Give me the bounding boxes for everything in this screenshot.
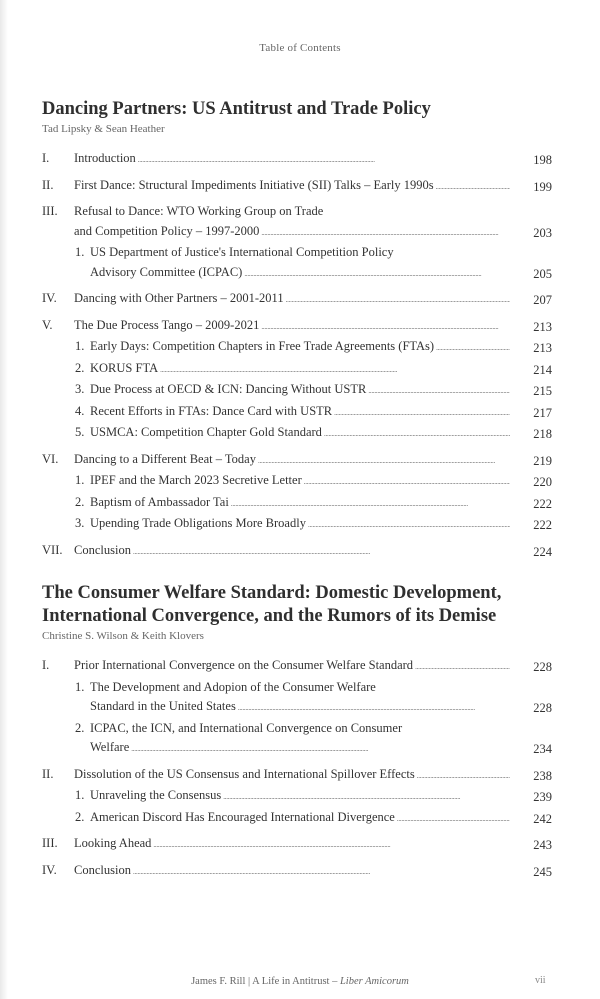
entry-text: US Department of Justice's International Competition Policy: [90, 245, 394, 259]
entry-text: Looking Ahead: [74, 836, 152, 850]
entry-text: Refusal to Dance: WTO Working Group on Trade: [74, 204, 324, 218]
entry-text: Conclusion: [74, 862, 131, 877]
entry-text: Early Days: Competition Chapters in Free Trade Agreements (FTAs): [90, 339, 435, 353]
toc-subentry[interactable]: [42, 337, 552, 359]
entry-number: IV.: [42, 862, 57, 877]
leader-dots: [334, 402, 510, 424]
entry-page-number: 214: [533, 362, 552, 377]
leader-dots: [308, 514, 510, 536]
leader-dots: [238, 697, 510, 719]
toc-entry[interactable]: [42, 656, 552, 678]
entry-number: III.: [42, 204, 58, 218]
chapter-authors: Christine S. Wilson & Keith Klovers: [42, 630, 204, 642]
leader-dots: [436, 176, 510, 198]
leader-dots: [304, 471, 510, 493]
leader-dots: [261, 316, 510, 338]
leader-dots: [415, 656, 510, 678]
entry-text: Baptism of Ambassador Tai: [90, 494, 229, 509]
entry-text: Dancing to a Different Beat – Today: [74, 451, 256, 466]
entry-text: Dissolution of the US Consensus and International Spillover Effects: [74, 766, 415, 781]
subentry-number: 1.: [75, 245, 85, 259]
chapter-title: Dancing Partners: US Antitrust and Trade Policy: [42, 99, 431, 119]
entry-page-number: 234: [533, 742, 552, 756]
leader-dots: [244, 263, 510, 285]
toc-subentry[interactable]: [42, 243, 552, 284]
subentry-number: 2.: [75, 494, 85, 509]
footer-italic: Liber Amicorum: [339, 976, 409, 987]
subentry-number: 1.: [75, 339, 85, 353]
leader-dots: [160, 359, 510, 381]
leader-dots: [397, 808, 510, 830]
entry-page-number: 245: [533, 864, 552, 879]
toc-subentry[interactable]: [42, 786, 552, 808]
entry-text: and Competition Policy – 1997-2000: [74, 223, 260, 238]
toc-subentry[interactable]: [42, 359, 552, 381]
entry-page-number: 198: [533, 153, 552, 167]
toc-subentry[interactable]: [42, 808, 552, 830]
leader-dots: [324, 423, 510, 445]
entry-number: I.: [42, 658, 50, 672]
entry-text: Introduction: [74, 151, 136, 165]
entry-page-number: 218: [533, 427, 552, 441]
entry-page-number: 199: [533, 179, 552, 194]
toc-entry[interactable]: [42, 316, 552, 338]
subentry-number: 1.: [75, 473, 85, 487]
entry-page-number: 220: [533, 475, 552, 489]
entry-text: KORUS FTA: [90, 360, 159, 375]
entry-page-number: 228: [533, 701, 552, 715]
entry-page-number: 219: [533, 453, 552, 468]
entry-number: II.: [42, 177, 54, 192]
leader-dots: [258, 450, 510, 472]
toc-entry[interactable]: [42, 450, 552, 472]
entry-text: Due Process at OECD & ICN: Dancing Without USTR: [90, 382, 367, 396]
toc-entry[interactable]: [42, 149, 552, 171]
entry-page-number: 242: [533, 811, 552, 826]
entry-page-number: 243: [533, 838, 552, 852]
entry-text: ICPAC, the ICN, and International Convergence on Consumer: [90, 720, 403, 735]
entry-page-number: 213: [533, 319, 552, 334]
entry-number: VI.: [42, 451, 59, 466]
toc-subentry[interactable]: [42, 493, 552, 515]
toc-subentry[interactable]: [42, 402, 552, 424]
subentry-number: 3.: [75, 382, 85, 396]
entry-page-number: 222: [533, 496, 552, 511]
toc-entries: [42, 149, 552, 562]
subentry-number: 3.: [75, 516, 85, 530]
toc-subentry[interactable]: [42, 380, 552, 402]
entry-number: VII.: [42, 542, 63, 557]
toc-entries: [42, 656, 552, 882]
leader-dots: [261, 222, 510, 244]
toc-entry[interactable]: [42, 861, 552, 883]
leader-dots: [368, 380, 510, 402]
entry-page-number: 224: [533, 544, 552, 559]
entry-text: USMCA: Competition Chapter Gold Standard: [90, 425, 322, 439]
entry-page-number: 213: [533, 341, 552, 355]
subentry-number: 4.: [75, 403, 85, 418]
entry-page-number: 207: [533, 293, 552, 307]
toc-subentry[interactable]: [42, 471, 552, 493]
toc-subentry[interactable]: [42, 514, 552, 536]
entry-text: Welfare: [90, 740, 130, 754]
entry-page-number: 238: [533, 768, 552, 783]
entry-page-number: 239: [533, 790, 552, 804]
entry-number: IV.: [42, 291, 57, 305]
page-footer: [0, 976, 600, 987]
entry-text: Conclusion: [74, 542, 131, 557]
chapter-authors: Tad Lipsky & Sean Heather: [42, 123, 165, 135]
leader-dots: [417, 765, 510, 787]
toc-entry[interactable]: [42, 765, 552, 787]
toc-entry[interactable]: [42, 202, 552, 243]
subentry-number: 1.: [75, 679, 85, 694]
subentry-number: 2.: [75, 720, 85, 735]
subentry-number: 2.: [75, 360, 85, 375]
entry-text: Dancing with Other Partners – 2001-2011: [74, 291, 284, 305]
toc-entry[interactable]: [42, 834, 552, 856]
entry-page-number: 228: [533, 660, 552, 674]
chapter-section: [42, 582, 552, 882]
toc-subentry[interactable]: [42, 719, 552, 760]
chapter-section: [42, 98, 552, 562]
subentry-number: 5.: [75, 425, 85, 439]
leader-dots: [131, 738, 510, 760]
leader-dots: [231, 493, 510, 515]
toc-subentry[interactable]: [42, 423, 552, 445]
page-folio: vii: [535, 975, 546, 986]
toc-entry[interactable]: [42, 176, 552, 198]
footer-text: James F. Rill | A Life in Antitrust –: [191, 976, 340, 987]
entry-page-number: 203: [533, 225, 552, 240]
running-head: Table of Contents: [259, 42, 341, 54]
leader-dots: [133, 861, 510, 883]
entry-number: III.: [42, 836, 58, 850]
toc-entry[interactable]: [42, 289, 552, 311]
entry-text: The Development and Adopion of the Consumer Welfare: [90, 679, 376, 694]
entry-text: Unraveling the Consensus: [90, 788, 222, 802]
entry-page-number: 215: [533, 384, 552, 398]
subentry-number: 2.: [75, 809, 85, 824]
entry-text: First Dance: Structural Impediments Initiative (SII) Talks – Early 1990s: [74, 177, 434, 192]
entry-text: Recent Efforts in FTAs: Dance Card with USTR: [90, 403, 333, 418]
entry-text: Upending Trade Obligations More Broadly: [90, 516, 306, 530]
leader-dots: [223, 786, 510, 808]
entry-page-number: 222: [533, 518, 552, 532]
leader-dots: [286, 289, 510, 311]
toc-entry[interactable]: [42, 541, 552, 563]
entry-text: Prior International Convergence on the Consumer Welfare Standard: [74, 658, 414, 672]
entry-text: IPEF and the March 2023 Secretive Letter: [90, 473, 302, 487]
leader-dots: [436, 337, 510, 359]
entry-page-number: 217: [533, 405, 552, 420]
entry-page-number: 205: [533, 266, 552, 281]
leader-dots: [153, 834, 510, 856]
entry-text: The Due Process Tango – 2009-2021: [74, 317, 260, 332]
entry-text: American Discord Has Encouraged International Divergence: [90, 809, 395, 824]
leader-dots: [138, 149, 510, 171]
entry-text: Advisory Committee (ICPAC): [90, 264, 243, 279]
toc-subentry[interactable]: [42, 678, 552, 719]
page-edge-shadow: [0, 0, 8, 999]
chapter-title: The Consumer Welfare Standard: Domestic Development, International Convergence, and the Rumors of its Demise: [42, 583, 502, 626]
entry-number: I.: [42, 151, 50, 165]
entry-number: II.: [42, 766, 54, 781]
subentry-number: 1.: [75, 788, 85, 802]
leader-dots: [133, 541, 510, 563]
entry-number: V.: [42, 317, 53, 332]
entry-text: Standard in the United States: [90, 699, 236, 713]
